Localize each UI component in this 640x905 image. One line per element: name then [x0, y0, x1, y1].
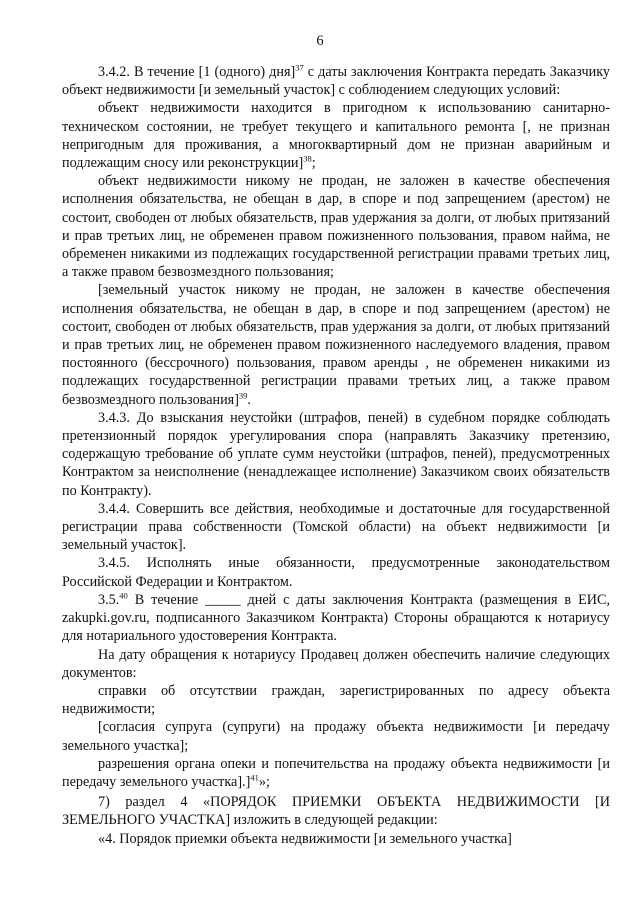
- paragraph-3-4-2: 3.4.2. В течение [1 (одного) дня]$^{37}$ с даты заключения Контракта передать Заказчику объект недвижимости [и земельный участок] с соблюдением следующих условий:: [62, 62, 610, 99]
- footnote-ref: 41: [250, 772, 259, 783]
- paragraph-condition-sanitary: объект недвижимости находится в пригодном к использованию санитарно-техническом состоянии, не требует текущего и капитального ремонта [, не признан непригодным для проживания, а многоквартирный дом не признан аварийным и подлежащим сносу или реконструкции]$^{38}$;: [62, 100, 610, 172]
- footnote-ref: 40: [119, 590, 128, 601]
- page-number: 6: [316, 33, 324, 49]
- paragraph-item-7: 7) раздел 4 «ПОРЯДОК ПРИЕМКИ ОБЪЕКТА НЕДВИЖИМОСТИ [И ЗЕМЕЛЬНОГО УЧАСТКА] изложить в следующей редакции:: [62, 794, 610, 829]
- paragraph-3-4-4: 3.4.4. Совершить все действия, необходимые и достаточные для государственной регистрации права собственности (Томской области) на объект недвижимости [и земельный участок].: [62, 500, 610, 554]
- paragraph-notary-docs: На дату обращения к нотариусу Продавец должен обеспечить наличие следующих документов:: [62, 646, 610, 681]
- footnote-ref: 38: [303, 153, 312, 164]
- footnote-ref: 37: [295, 62, 304, 73]
- paragraph-condition-land: [земельный участок никому не продан, не заложен в качестве обеспечения исполнения обязательства, не обещан в дар, в споре и под запрещением (арестом) не состоит, свободен от любых обязательств, прав удержания за долги, от любых притязаний и прав третьих лиц, не обременен правом пожизненного наследуемого владения, правом постоянного (бессрочного) пользования, правом аренды , не обременен никакими из подлежащих государственной регистрации правами третьих лиц, а также правом безвозмездного пользования]$^{39}$.: [62, 282, 610, 408]
- footnote-ref: 39: [238, 389, 248, 400]
- document-body: [62, 63, 610, 848]
- paragraph-3-5: 3.5.40 В течение _____ дней с даты заключения Контракта (размещения в ЕИС, zakupki.gov.ru, подписанного Заказчиком Контракта) Стороны обращаются к нотариусу для нотариального удостоверения Контракта.: [62, 590, 610, 645]
- paragraph-condition-encumbrance: объект недвижимости никому не продан, не заложен в качестве обеспечения исполнения обязательства, не обещан в дар, в споре и под запрещением (арестом) не состоит, свободен от любых обязательств, прав удержания за долги, от любых притязаний и прав третьих лиц, не обременен правом пожизненного пользования, правом найма, не обременен никакими из подлежащих государственной регистрации правами третьих лиц, а также правом безвозмездного пользования;: [62, 173, 610, 281]
- paragraph-3-4-3: 3.4.3. До взыскания неустойки (штрафов, пеней) в судебном порядке соблюдать претензионный порядок урегулирования спора (направлять Заказчику претензию, содержащую требование об уплате сумм неустойки (штрафов, пеней), предусмотренных Контрактом за неисполнение (ненадлежащее исполнение) Заказчиком своих обязательств по Контракту).: [62, 409, 610, 499]
- paragraph-section-4-heading: «4. Порядок приемки объекта недвижимости [и земельного участка]: [98, 830, 512, 847]
- paragraph-doc-guardianship: разрешения органа опеки и попечительства на продажу объекта недвижимости [и передачу земельного участка].]$^{41}$»;: [62, 755, 610, 790]
- paragraph-3-4-5: 3.4.5. Исполнять иные обязанности, предусмотренные законодательством Российской Федерации и Контрактом.: [62, 555, 610, 590]
- paragraph-doc-certificate: справки об отсутствии граждан, зарегистрированных по адресу объекта недвижимости;: [62, 682, 610, 718]
- paragraph-doc-spouse-consent: [согласия супруга (супруги) на продажу объекта недвижимости [и передачу земельного участка];: [62, 719, 610, 754]
